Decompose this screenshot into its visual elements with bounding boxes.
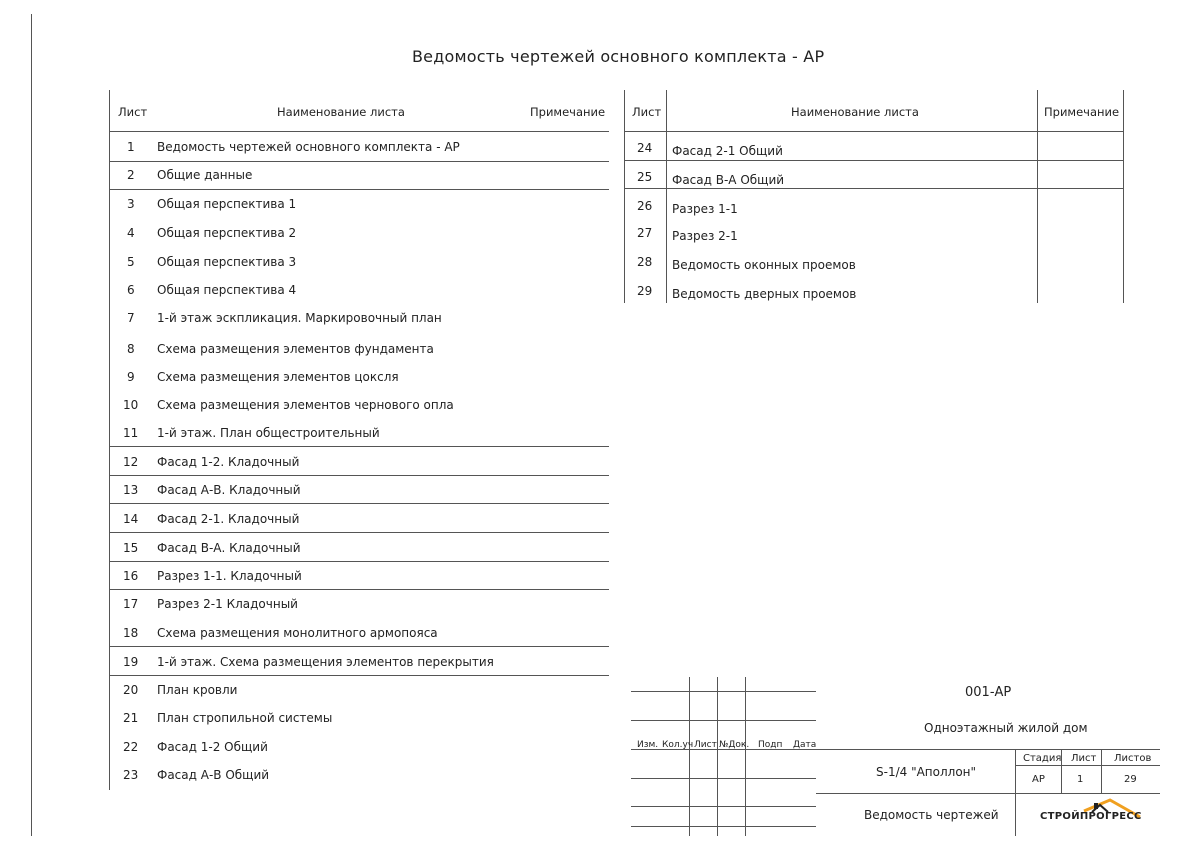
tb-grid-vline [689,677,690,836]
left-row-name: Общая перспектива 4 [157,283,297,297]
left-row-number: 6 [127,283,135,297]
right-row-number: 24 [637,141,653,155]
right-row-number: 27 [637,226,653,240]
right-row-name: Фасад В-А Общий [672,173,785,187]
left-row-number: 9 [127,370,135,384]
left-row-number: 14 [123,512,139,526]
project-name: S-1/4 "Аполлон" [876,765,977,779]
left-row-number: 22 [123,740,139,754]
left-row-number: 1 [127,140,135,154]
sheet-left-border [31,14,32,836]
tb-grid-line [631,720,816,721]
right-table-note-divider [1037,90,1038,303]
sheets-value: 29 [1124,774,1137,785]
left-header-divider [109,131,609,132]
right-row-number: 29 [637,284,653,298]
left-row-number: 7 [127,311,135,325]
left-header-sheet: Лист [118,105,148,119]
left-row-name: Фасад 1-2 Общий [157,740,268,754]
left-row-number: 20 [123,683,139,697]
left-row-divider [109,503,609,504]
left-row-name: План кровли [157,683,238,697]
right-header-divider [624,131,1124,132]
right-header-sheet: Лист [632,105,662,119]
right-row-name: Фасад 2-1 Общий [672,144,783,158]
tb-stage-hline [816,793,1160,794]
right-table-col-divider [666,90,667,303]
left-row-number: 17 [123,597,139,611]
left-row-name: Схема размещения элементов фундамента [157,342,434,356]
left-row-number: 15 [123,541,139,555]
left-row-name: Схема размещения монолитного армопояса [157,626,438,640]
right-row-name: Ведомость дверных проемов [672,287,857,301]
left-row-name: Ведомость чертежей основного комплекта - АР [157,140,460,154]
left-row-name: 1-й этаж. Схема размещения элементов перекрытия [157,655,494,669]
tb-col-izm: Изм. [637,740,659,750]
right-row-number: 28 [637,255,653,269]
tb-grid-vline [717,677,718,836]
left-row-name: Разрез 2-1 Кладочный [157,597,298,611]
left-row-name: Общая перспектива 2 [157,226,297,240]
right-row-number: 25 [637,170,653,184]
right-header-name: Наименование листа [791,105,919,119]
left-row-number: 13 [123,483,139,497]
left-header-name: Наименование листа [277,105,405,119]
left-row-name: Общая перспектива 1 [157,197,297,211]
right-header-note: Примечание [1044,105,1120,119]
left-row-divider [109,589,609,590]
object-name: Одноэтажный жилой дом [924,721,1088,735]
left-row-divider [109,675,609,676]
tb-grid-line [631,826,816,827]
page-title: Ведомость чертежей основного комплекта - АР [412,47,825,66]
tb-grid-line [631,778,816,779]
left-table-border [109,90,110,790]
left-row-divider [109,189,609,190]
sheet-name: Ведомость чертежей [864,808,999,822]
left-row-name: Фасад А-В Общий [157,768,270,782]
tb-col-podp: Подп [758,740,783,750]
left-row-divider [109,532,609,533]
left-row-divider [109,561,609,562]
stage-label: Стадия [1023,753,1062,764]
tb-grid-line [631,806,816,807]
tb-col-data: Дата [793,740,817,750]
right-row-name: Разрез 1-1 [672,202,738,216]
right-row-divider [624,160,1124,161]
left-row-name: 1-й этаж. План общестроительный [157,426,380,440]
left-row-name: 1-й этаж эскпликация. Маркировочный план [157,311,442,325]
left-row-name: Фасад 1-2. Кладочный [157,455,300,469]
left-row-name: Разрез 1-1. Кладочный [157,569,302,583]
left-row-divider [109,161,609,162]
left-row-name: Общие данные [157,168,253,182]
left-row-number: 10 [123,398,139,412]
right-row-divider [624,188,1124,189]
sheet-label: Лист [1071,753,1097,764]
left-row-number: 23 [123,768,139,782]
left-row-name: Фасад 2-1. Кладочный [157,512,300,526]
left-row-divider [109,446,609,447]
tb-grid-vline [745,677,746,836]
right-table-border-left [624,90,625,303]
left-row-number: 3 [127,197,135,211]
sheet-value: 1 [1077,774,1084,785]
left-row-number: 16 [123,569,139,583]
left-row-divider [109,646,609,647]
left-row-name: Фасад В-А. Кладочный [157,541,301,555]
left-row-name: Схема размещения элементов чернового опла [157,398,454,412]
tb-grid-line [631,691,816,692]
tb-col-list: Лист [694,740,717,750]
left-row-number: 4 [127,226,135,240]
tb-col-ndoc: №Док. [719,740,750,750]
left-row-number: 19 [123,655,139,669]
left-row-name: План стропильной системы [157,711,333,725]
left-row-divider [109,475,609,476]
tb-col-koluch: Кол.уч [662,740,694,750]
left-row-name: Общая перспектива 3 [157,255,297,269]
stage-value: АР [1032,774,1045,785]
left-row-number: 18 [123,626,139,640]
sheets-label: Листов [1114,753,1152,764]
left-row-name: Фасад А-В. Кладочный [157,483,301,497]
left-row-number: 21 [123,711,139,725]
right-row-name: Ведомость оконных проемов [672,258,856,272]
right-row-number: 26 [637,199,653,213]
left-row-number: 12 [123,455,139,469]
project-code: 001-АР [965,685,1012,700]
right-row-name: Разрез 2-1 [672,229,738,243]
left-row-number: 5 [127,255,135,269]
left-row-name: Схема размещения элементов цоксля [157,370,399,384]
left-row-number: 11 [123,426,139,440]
left-row-number: 2 [127,168,135,182]
company-name: СТРОЙПРОГРЕСС [1040,811,1142,822]
left-header-note: Примечание [530,105,606,119]
right-table-border-right [1123,90,1124,303]
company-logo [1036,797,1148,825]
tb-stage-vline [1101,749,1102,793]
left-row-number: 8 [127,342,135,356]
